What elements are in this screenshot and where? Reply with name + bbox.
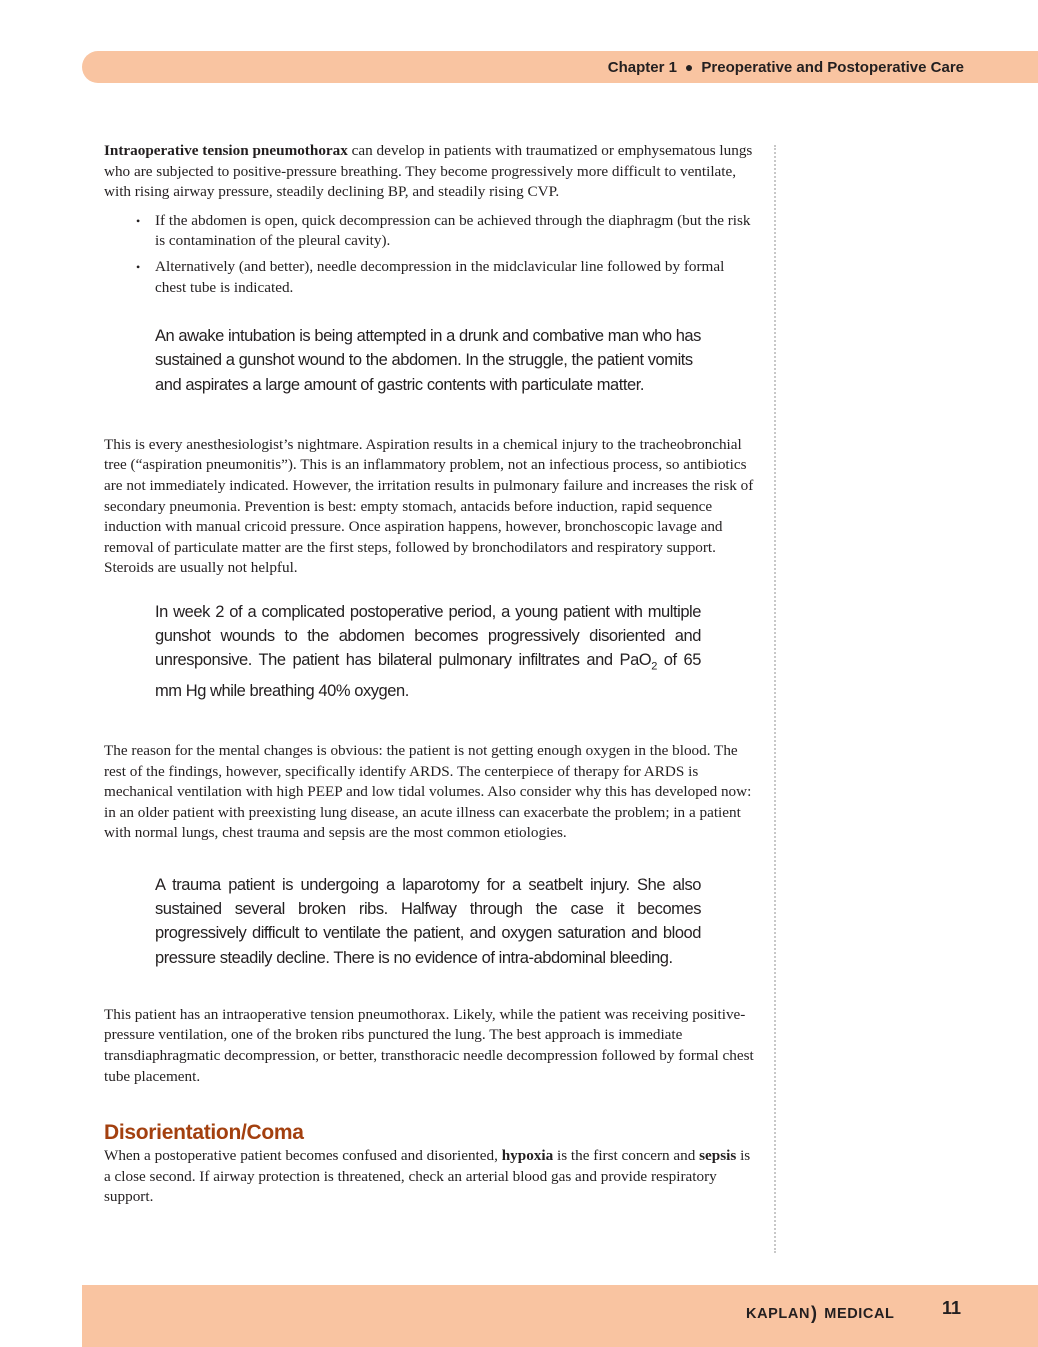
pneumothorax-paragraph: This patient has an intraoperative tension pneumothorax. Likely, while the patient was receiving positive-pressure ventilation, one of the broken ribs punctured the lung. The best approach is immediate transdiaphragmatic decompression, or better, transthoracic needle decompression followed by formal chest tube placement. — [104, 1005, 754, 1085]
section-text: is the first concern and — [553, 1147, 700, 1165]
intro-term: Intraoperative tension pneumothorax — [104, 142, 348, 159]
bullet-text: Alternatively (and better), needle decompression in the midclavicular line followed by formal chest tube is indicated. — [155, 257, 725, 296]
list-item — [104, 211, 756, 252]
section-text: is a close second. If airway protection is threatened, check an arterial blood gas and provide respiratory support. — [104, 1147, 751, 1206]
header-text — [608, 59, 964, 76]
section-text: When a postoperative patient becomes confused and disoriented, — [104, 1147, 502, 1165]
bold-term: sepsis — [699, 1147, 737, 1165]
bold-term: hypoxia — [501, 1147, 554, 1165]
case2-text-end: of 65 mm Hg while breathing 40% oxygen. — [155, 651, 701, 700]
bullet-icon: • — [136, 213, 141, 228]
case2-text: In week 2 of a complicated postoperative period, a young patient with multiple gunshot wounds to the abdomen becomes progressively disoriented and unresponsive. The patient has bilateral pulmonary infiltrates and PaO — [155, 602, 701, 670]
logo-medical: MEDICAL — [824, 1306, 895, 1322]
bullet-list — [104, 211, 756, 298]
case2-subscript: 2 — [651, 660, 657, 673]
bullet-separator: ● — [684, 59, 694, 75]
ards-paragraph: The reason for the mental changes is obvious: the patient is not getting enough oxygen in the blood. The rest of the findings, however, specifically identify ARDS. The centerpiece of therapy for ARDS is mechanical ventilation with high PEEP and low tidal volumes. Also consider why this has developed now: in an older patient with preexisting lung disease, an acute illness can exacerbate the problem; in a patient with normal lungs, chest trauma and sepsis are the most common etiologies. — [104, 742, 752, 842]
chapter-title: Preoperative and Postoperative Care — [701, 59, 964, 76]
bullet-text: If the abdomen is open, quick decompression can be achieved through the diaphragm (but the risk is contamination of the pleural cavity). — [155, 211, 751, 250]
case-vignette-1: An awake intubation is being attempted in a drunk and combative man who has sustained a gunshot wound to the abdomen. In the struggle, the patient vomits and aspirates a large amount of gastric contents with particulate matter. — [155, 327, 701, 394]
running-header — [82, 51, 1038, 83]
main-content — [104, 141, 756, 1208]
intro-paragraph — [104, 141, 756, 203]
case-vignette-3: A trauma patient is undergoing a laparotomy for a seatbelt injury. She also sustained several broken ribs. Halfway through the case it becomes progressively difficult to ventilate the patient, and oxygen saturation and blood pressure steadily decline. There is no evidence of intra-abdominal bleeding. — [155, 876, 701, 967]
logo-kaplan: KAPLAN — [746, 1306, 811, 1322]
chapter-label: Chapter 1 — [607, 59, 677, 76]
case-vignette-2 — [155, 600, 701, 703]
section-heading: Disorientation/Coma — [104, 1121, 304, 1145]
intro-text: can develop in patients with traumatized or emphysematous lungs who are subjected to positive-pressure breathing. They become progressively more difficult to ventilate, with rising airway pressure, steadily declining BP, and steadily rising CVP. — [104, 142, 753, 201]
kaplan-medical-logo — [746, 1302, 895, 1323]
margin-divider — [774, 145, 776, 1253]
page-number: 11 — [942, 1298, 962, 1318]
logo-swoosh: ) — [811, 1303, 818, 1323]
aspiration-paragraph: This is every anesthesiologist’s nightmare. Aspiration results in a chemical injury to the tracheobronchial tree (“aspiration pneumonitis”). This is an inflammatory problem, not an infectious process, so antibiotics are not immediately indicated. However, the irritation results in pulmonary failure and increases the risk of secondary pneumonia. Prevention is best: empty stomach, antacids before induction, rapid sequence induction with manual cricoid pressure. Once aspiration happens, however, bronchoscopic lavage and removal of particulate matter are the first steps, followed by bronchodilators and respiratory support. Steroids are usually not helpful. — [104, 435, 754, 577]
disorientation-paragraph — [104, 1146, 756, 1208]
bullet-icon: • — [136, 259, 141, 274]
page-footer — [82, 1285, 1038, 1347]
list-item — [104, 257, 756, 298]
